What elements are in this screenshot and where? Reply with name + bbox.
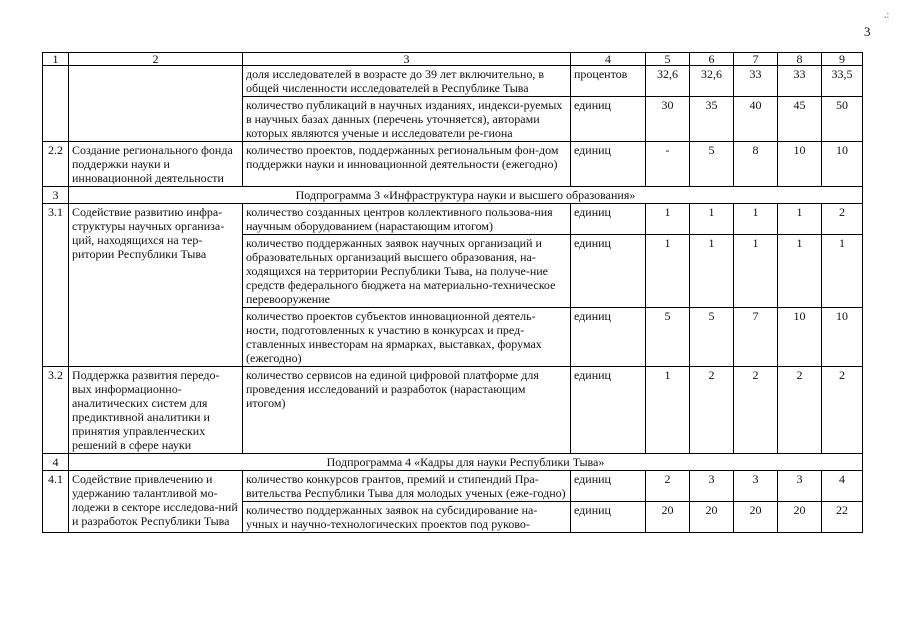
row-number: 3.2 — [43, 367, 69, 454]
value-cell: 1 — [822, 235, 863, 308]
unit-cell: единиц — [571, 471, 646, 502]
value-cell: 20 — [690, 502, 734, 533]
value-cell: 32,6 — [646, 66, 690, 97]
row-number: 4.1 — [43, 471, 69, 533]
indicator-cell: количество конкурсов грантов, премий и стипендий Пра-вительства Республики Тыва для молодых ученых (еже-годно) — [243, 471, 571, 502]
value-cell: 35 — [690, 97, 734, 142]
column-number: 5 — [646, 53, 690, 66]
unit-cell: единиц — [571, 235, 646, 308]
value-cell: 20 — [734, 502, 778, 533]
value-cell: 2 — [822, 367, 863, 454]
value-cell: 32,6 — [690, 66, 734, 97]
table-row — [43, 66, 863, 97]
value-cell: 4 — [822, 471, 863, 502]
task-cell: Создание регионального фонда поддержки науки и инновационной деятельности — [69, 142, 243, 187]
unit-cell: единиц — [571, 367, 646, 454]
subprogram-title: Подпрограмма 4 «Кадры для науки Республики Тыва» — [69, 454, 863, 471]
value-cell: 1 — [778, 235, 822, 308]
row-number: 2.2 — [43, 142, 69, 187]
row-number: 3.1 — [43, 204, 69, 367]
value-cell: 10 — [822, 308, 863, 367]
subprogram-row — [43, 454, 863, 471]
value-cell: 1 — [646, 235, 690, 308]
column-number: 4 — [571, 53, 646, 66]
value-cell: 33 — [778, 66, 822, 97]
value-cell: 2 — [690, 367, 734, 454]
page-number: 3 — [864, 24, 871, 39]
value-cell: 3 — [778, 471, 822, 502]
row-number — [43, 66, 69, 142]
column-number-row — [43, 53, 863, 66]
indicator-cell: количество поддержанных заявок на субсидирование на-учных и научно-технологических проектов под руково- — [243, 502, 571, 533]
value-cell: 7 — [734, 308, 778, 367]
value-cell: 20 — [646, 502, 690, 533]
value-cell: 50 — [822, 97, 863, 142]
value-cell: 1 — [778, 204, 822, 235]
indicator-cell: количество поддержанных заявок научных организаций и образовательных организаций высшего образования, на-ходящихся на территории Республики Тыва, на получе-ние средств федерального бюджета на материально-техническое перевооружение — [243, 235, 571, 308]
value-cell: 1 — [690, 235, 734, 308]
column-number: 6 — [690, 53, 734, 66]
value-cell: 5 — [646, 308, 690, 367]
value-cell: 1 — [734, 235, 778, 308]
unit-cell: единиц — [571, 142, 646, 187]
column-number: 8 — [778, 53, 822, 66]
value-cell: 2 — [822, 204, 863, 235]
column-number: 7 — [734, 53, 778, 66]
table-row — [43, 204, 863, 235]
value-cell: 3 — [690, 471, 734, 502]
value-cell: 5 — [690, 142, 734, 187]
value-cell: 2 — [646, 471, 690, 502]
task-cell: Поддержка развития передо-вых информационно-аналитических систем для предиктивной аналитики и принятия управленческих решений в сфере науки — [69, 367, 243, 454]
value-cell: 22 — [822, 502, 863, 533]
value-cell: 40 — [734, 97, 778, 142]
task-cell: Содействие развитию инфра-структуры научных организа-ций, находящихся на тер-ритории Республики Тыва — [69, 204, 243, 367]
value-cell: 5 — [690, 308, 734, 367]
unit-cell: единиц — [571, 97, 646, 142]
indicator-cell: количество публикаций в научных изданиях, индекси-руемых в научных базах данных (перечень уточняется), авторами которых являются ученые и исследователи ре-гиона — [243, 97, 571, 142]
task-cell: Содействие привлечению и удержанию талантливой мо-лодежи в секторе исследова-ний и разработок Республики Тыва — [69, 471, 243, 533]
value-cell: - — [646, 142, 690, 187]
value-cell: 45 — [778, 97, 822, 142]
table-row — [43, 471, 863, 502]
indicators-table — [42, 52, 863, 533]
value-cell: 1 — [734, 204, 778, 235]
indicator-cell: количество созданных центров коллективного пользова-ния научным оборудованием (нарастающим итогом) — [243, 204, 571, 235]
unit-cell: единиц — [571, 308, 646, 367]
value-cell: 10 — [822, 142, 863, 187]
task-cell — [69, 66, 243, 142]
value-cell: 2 — [778, 367, 822, 454]
column-number: 3 — [243, 53, 571, 66]
column-number: 9 — [822, 53, 863, 66]
value-cell: 1 — [646, 204, 690, 235]
corner-mark: .: — [884, 10, 890, 21]
unit-cell: процентов — [571, 66, 646, 97]
value-cell: 1 — [690, 204, 734, 235]
subprogram-title: Подпрограмма 3 «Инфраструктура науки и высшего образования» — [69, 187, 863, 204]
subprogram-row — [43, 187, 863, 204]
table-row — [43, 142, 863, 187]
value-cell: 20 — [778, 502, 822, 533]
value-cell: 2 — [734, 367, 778, 454]
row-number: 4 — [43, 454, 69, 471]
indicator-cell: доля исследователей в возрасте до 39 лет включительно, в общей численности исследователей в Республике Тыва — [243, 66, 571, 97]
table-row — [43, 367, 863, 454]
value-cell: 10 — [778, 308, 822, 367]
column-number: 1 — [43, 53, 69, 66]
value-cell: 3 — [734, 471, 778, 502]
value-cell: 8 — [734, 142, 778, 187]
value-cell: 33 — [734, 66, 778, 97]
indicator-cell: количество проектов, поддержанных региональным фон-дом поддержки науки и инновационной деятельности (ежегодно) — [243, 142, 571, 187]
row-number: 3 — [43, 187, 69, 204]
unit-cell: единиц — [571, 204, 646, 235]
indicator-cell: количество сервисов на единой цифровой платформе для проведения исследований и разработок (нарастающим итогом) — [243, 367, 571, 454]
column-number: 2 — [69, 53, 243, 66]
indicator-cell: количество проектов субъектов инновационной деятель-ности, подготовленных к участию в конкурсах и пред-ставленных инвесторам на ярмарках, выставках, форумах (ежегодно) — [243, 308, 571, 367]
unit-cell: единиц — [571, 502, 646, 533]
value-cell: 30 — [646, 97, 690, 142]
value-cell: 33,5 — [822, 66, 863, 97]
value-cell: 10 — [778, 142, 822, 187]
value-cell: 1 — [646, 367, 690, 454]
